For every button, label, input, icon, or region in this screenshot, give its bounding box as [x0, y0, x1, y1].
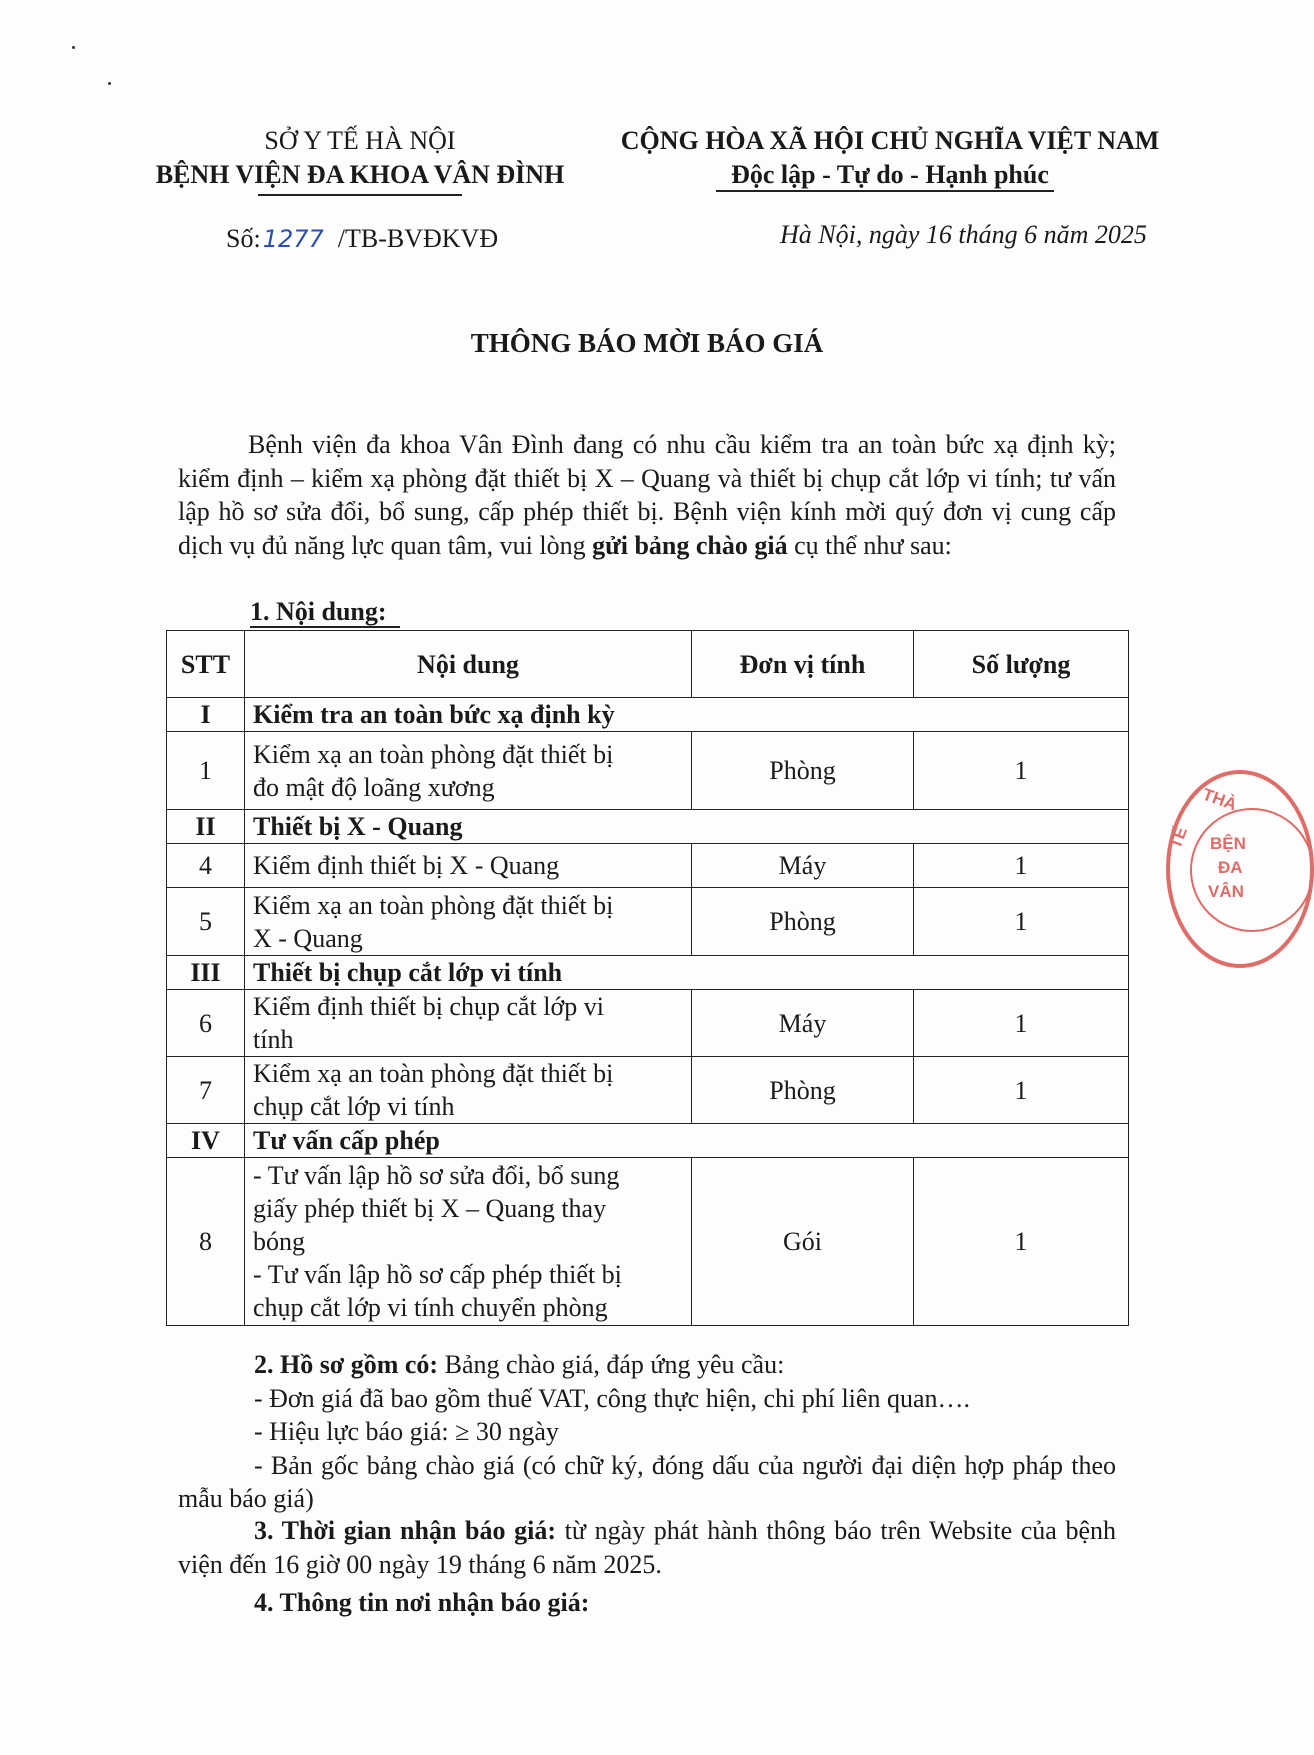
row-stt: 8 — [167, 1158, 245, 1326]
row-stt: 5 — [167, 888, 245, 956]
row-content — [245, 1057, 692, 1124]
stamp-text: ĐA — [1218, 858, 1243, 877]
section-roman: III — [167, 956, 245, 990]
row-content-line: Kiểm xạ an toàn phòng đặt thiết bị — [253, 890, 614, 920]
row-content-line: bóng — [253, 1227, 305, 1256]
intro-paragraph — [178, 428, 1116, 562]
row-qty: 1 — [914, 732, 1129, 810]
scan-speck — [108, 82, 111, 85]
row-unit: Máy — [692, 990, 914, 1057]
row-unit: Phòng — [692, 888, 914, 956]
row-unit: Phòng — [692, 1057, 914, 1124]
table-section-row — [167, 1124, 1129, 1158]
page-title: THÔNG BÁO MỜI BÁO GIÁ — [470, 328, 824, 358]
date-line: Hà Nội, ngày 16 tháng 6 năm 2025 — [780, 220, 1147, 249]
table-row — [167, 1057, 1129, 1124]
row-qty: 1 — [914, 990, 1129, 1057]
row-unit: Gói — [692, 1158, 914, 1326]
org-line2: BỆNH VIỆN ĐA KHOA VÂN ĐÌNH — [155, 160, 565, 189]
row-content-line: X - Quang — [253, 923, 363, 953]
nation-line1: CỘNG HÒA XÃ HỘI CHỦ NGHĨA VIỆT NAM — [620, 126, 1160, 155]
scan-speck — [72, 46, 75, 49]
row-qty: 1 — [914, 1057, 1129, 1124]
table-row — [167, 1158, 1129, 1326]
doc-number-handwritten: 1277 — [262, 225, 324, 253]
row-content-line: Kiểm định thiết bị X - Quang — [253, 851, 560, 880]
row-content — [245, 732, 692, 810]
nation-underline — [716, 190, 1054, 192]
row-content-line: - Tư vấn lập hồ sơ sửa đổi, bổ sung — [253, 1161, 620, 1190]
row-content — [245, 844, 692, 888]
table-section-row — [167, 956, 1129, 990]
row-content-line: Kiểm xạ an toàn phòng đặt thiết bị — [253, 739, 614, 769]
col-header-content: Nội dung — [245, 631, 692, 698]
table-row — [167, 732, 1129, 810]
row-stt: 1 — [167, 732, 245, 810]
section2-item: - Hiệu lực báo giá: ≥ 30 ngày — [254, 1417, 559, 1446]
col-header-qty: Số lượng — [914, 631, 1129, 698]
row-content-line: tính — [253, 1025, 294, 1054]
row-content-line: Kiểm định thiết bị chụp cắt lớp vi — [253, 992, 604, 1021]
row-unit: Máy — [692, 844, 914, 888]
table-row — [167, 990, 1129, 1057]
stamp-text: VÂN — [1208, 882, 1244, 901]
row-content-line: chụp cắt lớp vi tính chuyển phòng — [253, 1293, 608, 1322]
section2-heading-line — [178, 1348, 1116, 1382]
doc-number-prefix: Số: — [226, 224, 261, 253]
row-content — [245, 1158, 692, 1326]
section2-item: - Đơn giá đã bao gồm thuế VAT, công thực hiện, chi phí liên quan…. — [254, 1383, 970, 1413]
col-header-stt: STT — [167, 631, 245, 698]
stamp-text: BỆN — [1210, 834, 1246, 853]
nation-line2: Độc lập - Tự do - Hạnh phúc — [731, 160, 1049, 189]
row-content-line: - Tư vấn lập hồ sơ cấp phép thiết bị — [253, 1260, 622, 1289]
row-content-line: Kiểm xạ an toàn phòng đặt thiết bị — [253, 1059, 614, 1088]
row-content — [245, 990, 692, 1057]
intro-tail: cụ thể như sau: — [787, 530, 952, 560]
section-roman: II — [167, 810, 245, 844]
org-header — [140, 124, 580, 192]
org-line1: SỞ Y TẾ HÀ NỘI — [264, 126, 456, 155]
section2-heading: 2. Hồ sơ gồm có: — [254, 1350, 439, 1379]
section1-heading: 1. Nội dung: — [250, 597, 387, 626]
doc-number-suffix: /TB-BVĐKVĐ — [337, 224, 499, 253]
section2-heading-tail: Bảng chào giá, đáp ứng yêu cầu: — [438, 1350, 785, 1379]
section-title: Thiết bị chụp cắt lớp vi tính — [245, 956, 1129, 990]
section2-item: - Bản gốc bảng chào giá (có chữ ký, đóng dấu của người đại diện hợp pháp theo mẫu báo giá) — [178, 1450, 1116, 1513]
row-unit: Phòng — [692, 732, 914, 810]
stamp-inner-ring — [1190, 808, 1314, 932]
table-section-row — [167, 698, 1129, 732]
row-qty: 1 — [914, 844, 1129, 888]
table-section-row — [167, 810, 1129, 844]
intro-bold: gửi bảng chào giá — [592, 530, 788, 560]
section3 — [178, 1514, 1116, 1581]
nation-header — [600, 124, 1180, 192]
section1-underline — [250, 626, 400, 628]
row-content — [245, 888, 692, 956]
row-qty: 1 — [914, 1158, 1129, 1326]
row-stt: 7 — [167, 1057, 245, 1124]
section2 — [178, 1348, 1116, 1516]
doc-number — [226, 224, 498, 254]
row-qty: 1 — [914, 888, 1129, 956]
table-header-row — [167, 631, 1129, 698]
stamp-edge-text: TẾ — [1165, 824, 1192, 852]
intro-text: Bệnh viện đa khoa Vân Đình đang có nhu cầu kiểm tra an toàn bức xạ định kỳ; kiểm định – kiểm xạ phòng đặt thiết bị X – Quang và thiết bị chụp cắt lớp vi tính; tư vấn lập hồ sơ sửa đổi, bổ sung, cấp phép thiết bị. Bệnh viện kính mời quý đơn vị cung cấp dịch vụ đủ năng lực quan tâm, vui lòng — [178, 430, 1116, 560]
content-table — [166, 630, 1129, 1326]
row-stt: 6 — [167, 990, 245, 1057]
table-row — [167, 888, 1129, 956]
section-title: Thiết bị X - Quang — [245, 810, 1129, 844]
section-roman: IV — [167, 1124, 245, 1158]
row-content-line: giấy phép thiết bị X – Quang thay — [253, 1194, 607, 1223]
section-title: Kiểm tra an toàn bức xạ định kỳ — [245, 698, 1129, 732]
section3-heading: 3. Thời gian nhận báo giá: — [254, 1516, 557, 1545]
section3-text: từ ngày phát hành thông báo trên Website của bệnh viện đến 16 giờ 00 ngày 19 tháng 6 năm 2025. — [178, 1516, 1116, 1579]
table-row — [167, 844, 1129, 888]
row-content-line: chụp cắt lớp vi tính — [253, 1092, 455, 1121]
stamp-edge-text: THÀ — [1199, 784, 1240, 815]
section-title: Tư vấn cấp phép — [245, 1124, 1129, 1158]
col-header-unit: Đơn vị tính — [692, 631, 914, 698]
row-content-line: đo mật độ loãng xương — [253, 772, 495, 802]
hospital-stamp — [1166, 770, 1314, 968]
org-underline — [258, 194, 462, 196]
row-stt: 4 — [167, 844, 245, 888]
section-roman: I — [167, 698, 245, 732]
section4-heading: 4. Thông tin nơi nhận báo giá: — [254, 1588, 590, 1617]
